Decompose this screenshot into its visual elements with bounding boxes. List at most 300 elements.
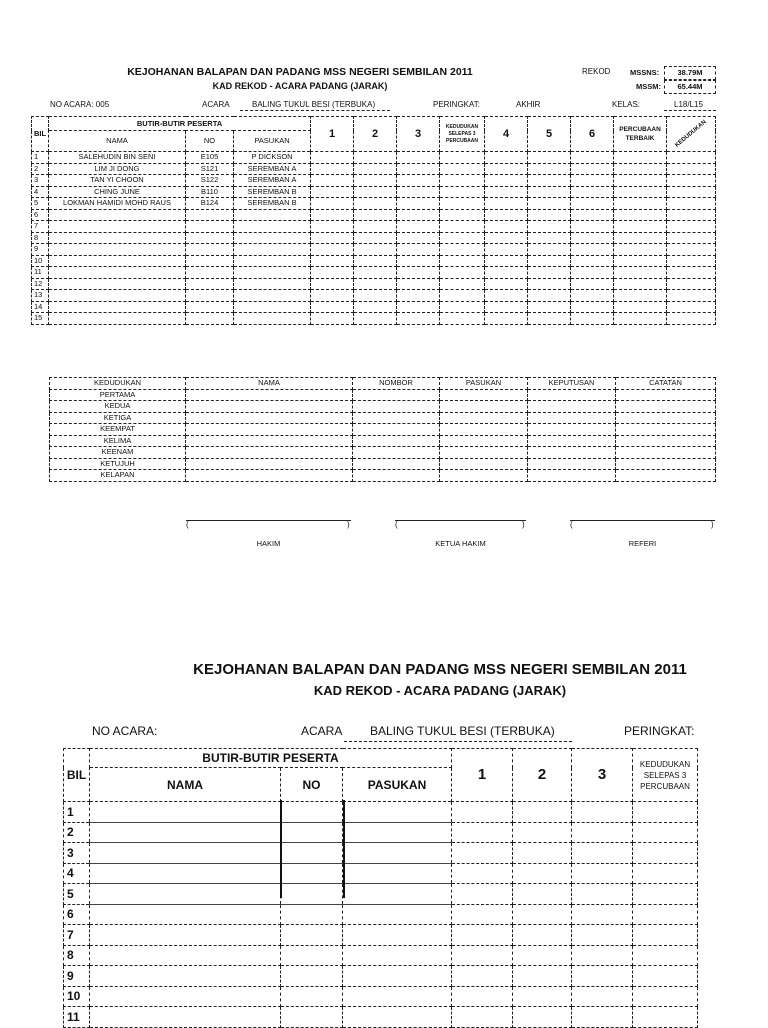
row-score-cell[interactable] — [667, 152, 716, 164]
row-score-cell[interactable] — [311, 198, 354, 210]
row-cell[interactable] — [513, 925, 572, 946]
row-cell[interactable] — [633, 945, 698, 966]
results-cell[interactable] — [440, 412, 528, 424]
row-cell[interactable] — [513, 802, 572, 823]
row-score-cell[interactable] — [311, 163, 354, 175]
row-bil: 12 — [32, 278, 49, 290]
sig-ketua-hakim: KETUA HAKIM — [435, 539, 486, 548]
row-score-cell[interactable] — [614, 244, 667, 256]
row-score-cell[interactable] — [485, 198, 528, 210]
results-cell[interactable] — [528, 424, 616, 436]
results-cell[interactable] — [528, 447, 616, 459]
table-row — [64, 904, 698, 925]
row-cell[interactable] — [633, 904, 698, 925]
results-cell[interactable] — [186, 389, 353, 401]
row-bil: 3 — [32, 175, 49, 187]
results-cell[interactable] — [186, 401, 353, 413]
row-score-cell[interactable] — [397, 175, 440, 187]
row-cell[interactable] — [281, 843, 343, 864]
row-score-cell[interactable] — [528, 152, 571, 164]
row-cell[interactable] — [633, 925, 698, 946]
row-score-cell[interactable] — [440, 301, 485, 313]
row-cell[interactable] — [572, 945, 633, 966]
row-nama — [49, 232, 186, 244]
row-cell[interactable] — [452, 904, 513, 925]
row-score-cell[interactable] — [397, 221, 440, 233]
results-header: NAMA — [186, 378, 353, 390]
results-cell[interactable] — [440, 435, 528, 447]
row-score-cell[interactable] — [311, 290, 354, 302]
row-cell[interactable] — [281, 884, 343, 905]
sig-close-ketua: ) — [522, 520, 525, 529]
row-score-cell[interactable] — [528, 186, 571, 198]
header-no: NO — [186, 131, 234, 152]
table-row — [64, 945, 698, 966]
row-cell[interactable] — [90, 863, 281, 884]
results-cell[interactable] — [528, 470, 616, 482]
row-score-cell[interactable] — [311, 209, 354, 221]
row-score-cell[interactable] — [614, 290, 667, 302]
results-cell[interactable] — [353, 470, 440, 482]
row-cell[interactable] — [572, 822, 633, 843]
row-cell[interactable] — [281, 925, 343, 946]
row-cell[interactable] — [452, 925, 513, 946]
row-score-cell[interactable] — [440, 221, 485, 233]
row-cell[interactable] — [343, 843, 452, 864]
row-pasukan: P DICKSON — [234, 152, 311, 164]
row-score-cell[interactable] — [528, 255, 571, 267]
row-score-cell[interactable] — [440, 313, 485, 325]
row-score-cell[interactable] — [311, 232, 354, 244]
row-cell[interactable] — [343, 802, 452, 823]
row-score-cell[interactable] — [311, 221, 354, 233]
row-score-cell[interactable] — [354, 301, 397, 313]
row-score-cell[interactable] — [485, 267, 528, 279]
row-score-cell[interactable] — [397, 313, 440, 325]
results-cell[interactable] — [616, 470, 716, 482]
row-cell[interactable] — [572, 884, 633, 905]
row-score-cell[interactable] — [614, 255, 667, 267]
row-bil: 8 — [64, 945, 90, 966]
results-cell[interactable] — [186, 424, 353, 436]
participant-table — [31, 116, 716, 325]
row-score-cell[interactable] — [485, 163, 528, 175]
row-score-cell[interactable] — [354, 221, 397, 233]
row-cell[interactable] — [343, 925, 452, 946]
row-score-cell[interactable] — [667, 255, 716, 267]
table-row — [64, 843, 698, 864]
sig-hakim: HAKIM — [256, 539, 281, 548]
row-cell[interactable] — [572, 904, 633, 925]
row-score-cell[interactable] — [667, 221, 716, 233]
row-score-cell[interactable] — [485, 255, 528, 267]
results-cell[interactable] — [616, 424, 716, 436]
row-nama: LIM JI DONG — [49, 163, 186, 175]
row-score-cell[interactable] — [571, 313, 614, 325]
row-score-cell[interactable] — [667, 232, 716, 244]
row-cell[interactable] — [633, 822, 698, 843]
row-score-cell[interactable] — [667, 290, 716, 302]
mssns-value: 38.79M — [664, 66, 716, 80]
row-cell[interactable] — [513, 986, 572, 1007]
results-cell[interactable] — [528, 435, 616, 447]
results-cell[interactable] — [440, 458, 528, 470]
row-score-cell[interactable] — [667, 301, 716, 313]
results-cell[interactable] — [616, 412, 716, 424]
row-score-cell[interactable] — [397, 255, 440, 267]
row-score-cell[interactable] — [485, 209, 528, 221]
row-score-cell[interactable] — [614, 313, 667, 325]
row-cell[interactable] — [572, 925, 633, 946]
row-score-cell[interactable] — [667, 163, 716, 175]
row-cell[interactable] — [90, 843, 281, 864]
sig-open-hakim: ( — [186, 520, 189, 529]
table-row — [64, 822, 698, 843]
row-score-cell[interactable] — [528, 301, 571, 313]
row-score-cell[interactable] — [397, 278, 440, 290]
row-score-cell[interactable] — [571, 290, 614, 302]
row-score-cell[interactable] — [354, 198, 397, 210]
row-bil: 10 — [32, 255, 49, 267]
table-row — [32, 301, 716, 313]
row-score-cell[interactable] — [571, 232, 614, 244]
results-cell[interactable] — [353, 458, 440, 470]
row-score-cell[interactable] — [528, 278, 571, 290]
row-pasukan — [234, 290, 311, 302]
results-cell[interactable] — [440, 470, 528, 482]
row-score-cell[interactable] — [440, 175, 485, 187]
row-score-cell[interactable] — [485, 232, 528, 244]
mssm-label: MSSM: — [636, 82, 661, 91]
lower-peringkat-label: PERINGKAT: — [624, 724, 695, 738]
row-cell[interactable] — [90, 802, 281, 823]
row-score-cell[interactable] — [528, 267, 571, 279]
row-score-cell[interactable] — [571, 163, 614, 175]
row-score-cell[interactable] — [311, 244, 354, 256]
row-score-cell[interactable] — [614, 186, 667, 198]
results-cell[interactable] — [528, 389, 616, 401]
table-row — [32, 232, 716, 244]
row-score-cell[interactable] — [440, 152, 485, 164]
row-score-cell[interactable] — [354, 175, 397, 187]
row-score-cell[interactable] — [354, 290, 397, 302]
header-c1: 1 — [311, 117, 354, 152]
row-score-cell[interactable] — [571, 221, 614, 233]
row-score-cell[interactable] — [528, 244, 571, 256]
row-score-cell[interactable] — [571, 152, 614, 164]
row-cell[interactable] — [513, 966, 572, 987]
row-score-cell[interactable] — [485, 221, 528, 233]
row-score-cell[interactable] — [485, 301, 528, 313]
row-score-cell[interactable] — [485, 152, 528, 164]
row-nama — [49, 290, 186, 302]
results-cell[interactable] — [440, 401, 528, 413]
results-cell[interactable] — [186, 412, 353, 424]
row-score-cell[interactable] — [354, 186, 397, 198]
row-score-cell[interactable] — [485, 244, 528, 256]
row-score-cell[interactable] — [311, 267, 354, 279]
row-cell[interactable] — [633, 843, 698, 864]
row-cell[interactable] — [343, 966, 452, 987]
row-score-cell[interactable] — [354, 278, 397, 290]
results-cell[interactable] — [186, 470, 353, 482]
row-score-cell[interactable] — [397, 290, 440, 302]
row-score-cell[interactable] — [614, 232, 667, 244]
row-score-cell[interactable] — [571, 301, 614, 313]
row-score-cell[interactable] — [485, 186, 528, 198]
row-score-cell[interactable] — [528, 175, 571, 187]
row-score-cell[interactable] — [528, 163, 571, 175]
row-score-cell[interactable] — [614, 301, 667, 313]
row-cell[interactable] — [452, 843, 513, 864]
row-score-cell[interactable] — [397, 186, 440, 198]
row-score-cell[interactable] — [354, 244, 397, 256]
row-cell[interactable] — [452, 822, 513, 843]
row-score-cell[interactable] — [667, 244, 716, 256]
results-cell[interactable] — [353, 447, 440, 459]
row-score-cell[interactable] — [667, 209, 716, 221]
row-score-cell[interactable] — [440, 244, 485, 256]
row-cell[interactable] — [572, 802, 633, 823]
row-cell[interactable] — [281, 863, 343, 884]
row-score-cell[interactable] — [440, 255, 485, 267]
row-cell[interactable] — [513, 945, 572, 966]
row-score-cell[interactable] — [528, 209, 571, 221]
row-cell[interactable] — [513, 884, 572, 905]
row-score-cell[interactable] — [571, 198, 614, 210]
row-score-cell[interactable] — [440, 278, 485, 290]
row-cell[interactable] — [281, 966, 343, 987]
row-score-cell[interactable] — [397, 244, 440, 256]
results-cell[interactable] — [440, 447, 528, 459]
row-score-cell[interactable] — [311, 255, 354, 267]
row-score-cell[interactable] — [311, 175, 354, 187]
table-row — [32, 267, 716, 279]
row-score-cell[interactable] — [311, 186, 354, 198]
header-c5: 5 — [528, 117, 571, 152]
row-no — [186, 278, 234, 290]
row-score-cell[interactable] — [354, 209, 397, 221]
row-bil: 1 — [32, 152, 49, 164]
table-row — [32, 255, 716, 267]
row-bil: 7 — [64, 925, 90, 946]
row-score-cell[interactable] — [311, 301, 354, 313]
row-score-cell[interactable] — [528, 313, 571, 325]
row-cell[interactable] — [343, 822, 452, 843]
results-cell[interactable] — [616, 447, 716, 459]
row-no — [186, 232, 234, 244]
row-score-cell[interactable] — [528, 198, 571, 210]
row-score-cell[interactable] — [397, 267, 440, 279]
row-score-cell[interactable] — [571, 209, 614, 221]
row-score-cell[interactable] — [311, 278, 354, 290]
row-score-cell[interactable] — [528, 290, 571, 302]
row-cell[interactable] — [281, 802, 343, 823]
row-score-cell[interactable] — [614, 278, 667, 290]
row-cell[interactable] — [281, 986, 343, 1007]
row-score-cell[interactable] — [397, 163, 440, 175]
row-cell[interactable] — [90, 966, 281, 987]
results-cell[interactable] — [186, 435, 353, 447]
row-score-cell[interactable] — [571, 267, 614, 279]
row-cell[interactable] — [633, 802, 698, 823]
row-score-cell[interactable] — [571, 278, 614, 290]
row-cell[interactable] — [281, 904, 343, 925]
results-cell[interactable] — [616, 401, 716, 413]
row-cell[interactable] — [513, 863, 572, 884]
results-position: KELIMA — [50, 435, 186, 447]
row-score-cell[interactable] — [528, 232, 571, 244]
row-score-cell[interactable] — [440, 232, 485, 244]
row-score-cell[interactable] — [440, 163, 485, 175]
row-cell[interactable] — [343, 904, 452, 925]
row-score-cell[interactable] — [571, 186, 614, 198]
row-score-cell[interactable] — [440, 198, 485, 210]
row-score-cell[interactable] — [571, 255, 614, 267]
row-score-cell[interactable] — [354, 232, 397, 244]
solid-divider-no-left — [280, 800, 282, 898]
row-score-cell[interactable] — [354, 152, 397, 164]
results-cell[interactable] — [353, 435, 440, 447]
table-row — [32, 290, 716, 302]
row-score-cell[interactable] — [485, 313, 528, 325]
row-cell[interactable] — [343, 863, 452, 884]
row-score-cell[interactable] — [354, 255, 397, 267]
results-cell[interactable] — [440, 424, 528, 436]
results-cell[interactable] — [353, 401, 440, 413]
row-cell[interactable] — [572, 863, 633, 884]
row-cell[interactable] — [572, 966, 633, 987]
results-cell[interactable] — [353, 389, 440, 401]
row-score-cell[interactable] — [571, 175, 614, 187]
results-row — [50, 435, 716, 447]
row-cell[interactable] — [633, 884, 698, 905]
row-cell[interactable] — [513, 904, 572, 925]
row-cell[interactable] — [343, 945, 452, 966]
row-cell[interactable] — [633, 863, 698, 884]
results-cell[interactable] — [616, 389, 716, 401]
row-cell[interactable] — [633, 966, 698, 987]
row-cell[interactable] — [90, 945, 281, 966]
row-bil: 9 — [32, 244, 49, 256]
results-cell[interactable] — [186, 458, 353, 470]
lower-header-pasukan: PASUKAN — [343, 768, 452, 802]
row-cell[interactable] — [90, 884, 281, 905]
row-cell[interactable] — [281, 822, 343, 843]
row-score-cell[interactable] — [440, 267, 485, 279]
row-score-cell[interactable] — [397, 198, 440, 210]
row-score-cell[interactable] — [354, 313, 397, 325]
row-score-cell[interactable] — [667, 267, 716, 279]
results-position: KETUJUH — [50, 458, 186, 470]
row-cell[interactable] — [513, 822, 572, 843]
row-cell[interactable] — [452, 884, 513, 905]
row-cell[interactable] — [90, 986, 281, 1007]
results-row — [50, 424, 716, 436]
results-header: KEPUTUSAN — [528, 378, 616, 390]
row-score-cell[interactable] — [354, 267, 397, 279]
row-cell[interactable] — [513, 843, 572, 864]
row-score-cell[interactable] — [311, 313, 354, 325]
row-score-cell[interactable] — [614, 198, 667, 210]
row-score-cell[interactable] — [440, 209, 485, 221]
results-cell[interactable] — [528, 412, 616, 424]
row-score-cell[interactable] — [614, 221, 667, 233]
row-score-cell[interactable] — [397, 301, 440, 313]
no-acara: NO ACARA: 005 — [50, 100, 110, 109]
row-score-cell[interactable] — [440, 290, 485, 302]
row-cell[interactable] — [281, 945, 343, 966]
results-cell[interactable] — [353, 424, 440, 436]
row-bil: 7 — [32, 221, 49, 233]
header-kedudukan-rot: KEDUDUKAN — [674, 119, 708, 149]
row-cell[interactable] — [343, 986, 452, 1007]
row-bil: 15 — [32, 313, 49, 325]
row-score-cell[interactable] — [485, 175, 528, 187]
results-cell[interactable] — [353, 412, 440, 424]
lower-header-bil: BIL — [64, 749, 90, 802]
row-score-cell[interactable] — [397, 152, 440, 164]
row-cell[interactable] — [452, 863, 513, 884]
header-c3: 3 — [397, 117, 440, 152]
row-score-cell[interactable] — [440, 186, 485, 198]
row-cell[interactable] — [572, 986, 633, 1007]
table-row — [32, 278, 716, 290]
row-nama: TAN YI CHOON — [49, 175, 186, 187]
row-score-cell[interactable] — [485, 290, 528, 302]
row-score-cell[interactable] — [528, 221, 571, 233]
row-score-cell[interactable] — [667, 313, 716, 325]
results-cell[interactable] — [616, 435, 716, 447]
row-score-cell[interactable] — [614, 175, 667, 187]
row-cell[interactable] — [343, 884, 452, 905]
row-bil: 3 — [64, 843, 90, 864]
row-score-cell[interactable] — [614, 152, 667, 164]
row-score-cell[interactable] — [667, 278, 716, 290]
row-score-cell[interactable] — [667, 198, 716, 210]
row-score-cell[interactable] — [571, 244, 614, 256]
row-score-cell[interactable] — [354, 163, 397, 175]
row-cell[interactable] — [452, 986, 513, 1007]
row-cell[interactable] — [452, 802, 513, 823]
row-cell[interactable] — [452, 945, 513, 966]
results-cell[interactable] — [528, 401, 616, 413]
row-score-cell[interactable] — [397, 232, 440, 244]
row-cell[interactable] — [90, 904, 281, 925]
row-bil: 1 — [64, 802, 90, 823]
row-cell[interactable] — [452, 966, 513, 987]
row-cell[interactable] — [572, 843, 633, 864]
row-score-cell[interactable] — [397, 209, 440, 221]
results-cell[interactable] — [528, 458, 616, 470]
results-row — [50, 389, 716, 401]
results-cell[interactable] — [186, 447, 353, 459]
row-cell[interactable] — [90, 925, 281, 946]
lower-header-no: NO — [281, 768, 343, 802]
row-cell[interactable] — [633, 986, 698, 1007]
row-score-cell[interactable] — [667, 175, 716, 187]
row-cell[interactable] — [90, 822, 281, 843]
row-score-cell[interactable] — [667, 186, 716, 198]
row-bil: 2 — [32, 163, 49, 175]
results-cell[interactable] — [616, 458, 716, 470]
row-score-cell[interactable] — [614, 267, 667, 279]
row-score-cell[interactable] — [485, 278, 528, 290]
row-score-cell[interactable] — [311, 152, 354, 164]
results-cell[interactable] — [440, 389, 528, 401]
row-score-cell[interactable] — [614, 209, 667, 221]
row-score-cell[interactable] — [614, 163, 667, 175]
